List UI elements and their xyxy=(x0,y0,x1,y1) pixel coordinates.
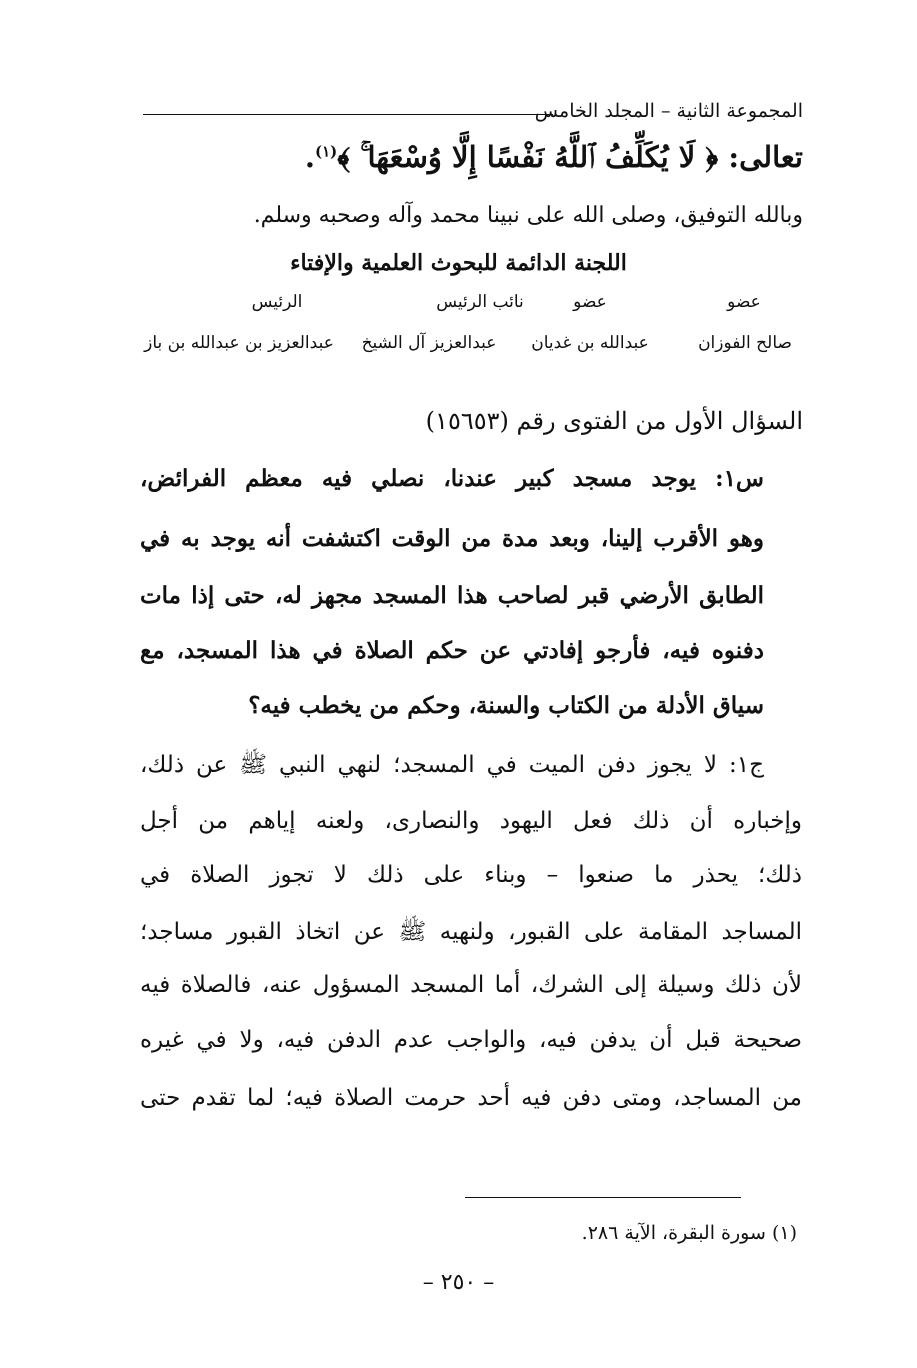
signatory-name: عبدالعزيز آل الشيخ xyxy=(361,333,497,353)
answer-line: المساجد المقامة على القبور، ولنهيه ﷺ عن اتخاذ القبور مساجد؛ xyxy=(140,919,802,945)
signatory-role: الرئيس xyxy=(251,292,303,312)
footnote-marker: (١) xyxy=(314,142,338,161)
footnote: (١) سورة البقرة، الآية ٢٨٦. xyxy=(581,1222,797,1244)
signatory-name: عبدالعزيز بن عبدالله بن باز xyxy=(144,333,334,353)
committee-title: اللجنة الدائمة للبحوث العلمية والإفتاء xyxy=(290,250,627,276)
header-rule xyxy=(143,114,553,115)
running-header-title: المجموعة الثانية – المجلد الخامس xyxy=(534,100,803,122)
question-line: الطابق الأرضي قبر لصاحب هذا المسجد مجهز له، حتى إذا مات xyxy=(140,582,764,609)
fatwa-title: السؤال الأول من الفتوى رقم (١٥٦٥٣) xyxy=(425,407,803,435)
signatory-name: عبدالله بن غديان xyxy=(531,333,649,353)
answer-line: ج١: لا يجوز دفن الميت في المسجد؛ لنهي النبي ﷺ عن ذلك، xyxy=(140,752,764,778)
page-number: – ٢٥٠ – xyxy=(422,1270,495,1295)
signatory-role: عضو xyxy=(573,292,607,312)
closing-prayer: وبالله التوفيق، وصلى الله على نبينا محمد وآله وصحبه وسلم. xyxy=(253,203,803,228)
question-line: وهو الأقرب إلينا، وبعد مدة من الوقت اكتشفت أنه يوجد به في xyxy=(140,525,764,552)
answer-line: لأن ذلك وسيلة إلى الشرك، أما المسجد المسؤول عنه، فالصلاة فيه xyxy=(140,972,802,998)
answer-line: من المساجد، ومتى دفن فيه أحد حرمت الصلاة فيه؛ لما تقدم حتى xyxy=(140,1085,802,1111)
signatory-role: نائب الرئيس xyxy=(436,292,524,312)
answer-line: وإخباره أن ذلك فعل اليهود والنصارى، ولعنه إياهم من أجل xyxy=(140,808,802,834)
footnote-rule xyxy=(465,1197,741,1198)
verse-end-period: . xyxy=(304,140,315,174)
question-line: سياق الأدلة من الكتاب والسنة، وحكم من يخطب فيه؟ xyxy=(248,692,764,719)
answer-line: ذلك؛ يحذر ما صنعوا – وبناء على ذلك لا تجوز الصلاة في xyxy=(140,862,802,888)
running-header xyxy=(143,100,803,128)
signatory-role: عضو xyxy=(727,292,761,312)
question-line: س١: يوجد مسجد كبير عندنا، نصلي فيه معظم الفرائض، xyxy=(140,465,764,492)
answer-line: صحيحة قبل أن يدفن فيه، والواجب عدم الدفن فيه، ولا في غيره xyxy=(140,1027,802,1053)
quran-verse: تعالى: ﴿ لَا يُكَلِّفُ ٱللَّهُ نَفْسًا إِلَّا وُسْعَهَا ۚ ﴾ xyxy=(337,140,803,174)
question-line: دفنوه فيه، فأرجو إفادتي عن حكم الصلاة في هذا المسجد، مع xyxy=(140,637,764,664)
signatory-name: صالح الفوزان xyxy=(698,333,792,353)
quran-verse-line xyxy=(305,140,803,175)
